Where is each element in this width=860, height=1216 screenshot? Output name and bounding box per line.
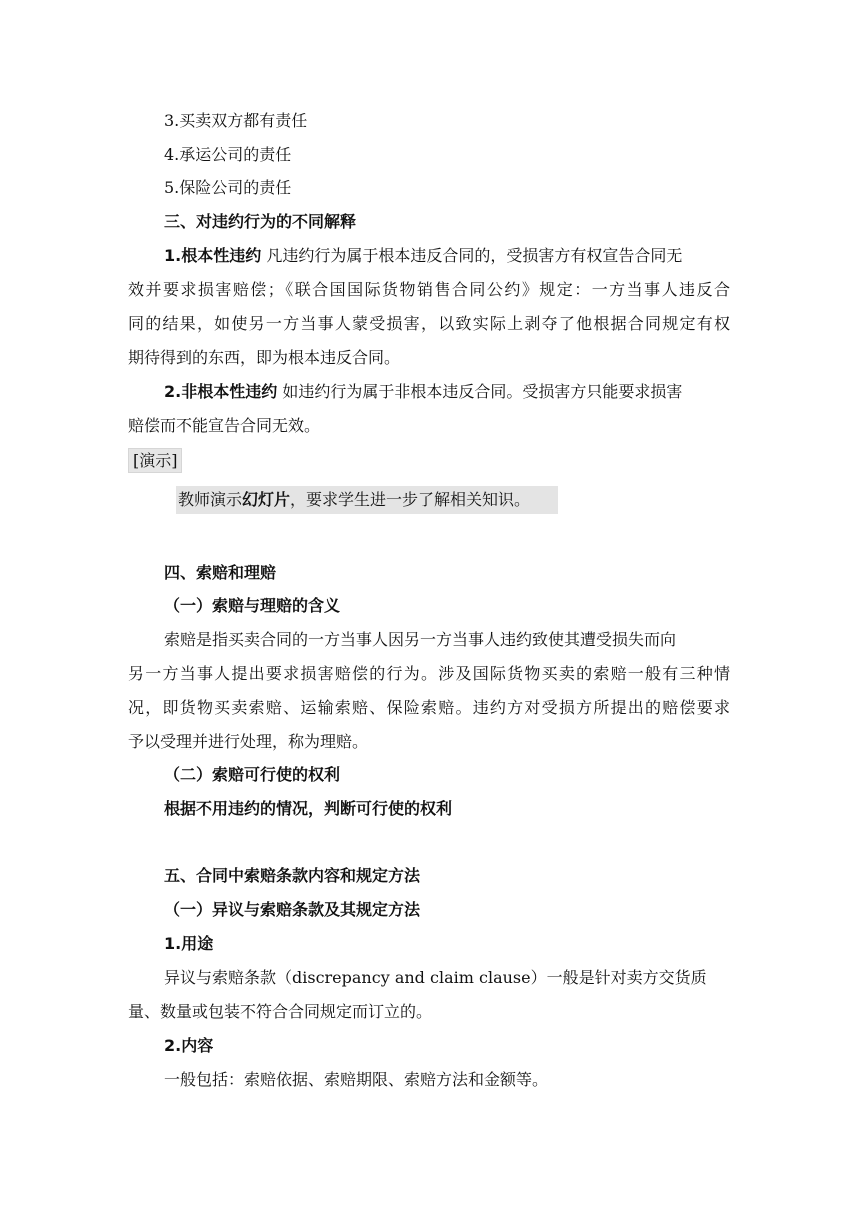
paragraph-text: 如违约行为属于非根本违反合同。受损害方只能要求损害	[282, 382, 683, 401]
bold-statement: 根据不用违约的情况，判断可行使的权利	[164, 799, 453, 818]
demo-box	[176, 486, 558, 514]
list-item: 5.保险公司的责任	[164, 178, 292, 197]
item-heading: 1.用途	[164, 934, 214, 953]
demo-emphasis: 幻灯片	[242, 490, 291, 509]
item-heading: 2.内容	[164, 1036, 214, 1055]
paragraph-line: 期待得到的东西，即为根本违反合同。	[128, 348, 401, 367]
paragraph-line	[164, 380, 682, 404]
section-heading: 四、索赔和理赔	[164, 563, 277, 582]
term-label: 1.根本性违约	[164, 246, 262, 265]
paragraph-line: 一般包括：索赔依据、索赔期限、索赔方法和金额等。	[164, 1070, 549, 1089]
paragraph-line: 况，即货物买卖索赔、运输索赔、保险索赔。违约方对受损方所提出的赔偿要求	[128, 698, 730, 717]
subsection-heading: （一）索赔与理赔的含义	[164, 596, 341, 615]
list-item: 4.承运公司的责任	[164, 145, 292, 164]
demo-text: 教师演示	[178, 490, 243, 509]
paragraph-line: 量、数量或包装不符合合同规定而订立的。	[128, 1002, 433, 1021]
paragraph-line: 赔偿而不能宣告合同无效。	[128, 416, 321, 435]
paragraph-line: 予以受理并进行处理，称为理赔。	[128, 732, 369, 751]
paragraph-line: 异议与索赔条款（discrepancy and claim clause）一般是针对卖方交货质	[164, 968, 707, 987]
demo-tag: [演示]	[128, 448, 182, 473]
term-label: 2.非根本性违约	[164, 382, 278, 401]
paragraph-text: 凡违约行为属于根本违反合同的，受损害方有权宣告合同无	[266, 246, 683, 265]
paragraph-line	[164, 244, 682, 268]
paragraph-line: 效并要求损害赔偿；《联合国国际货物销售合同公约》规定：一方当事人违反合	[128, 280, 730, 299]
paragraph-line: 索赔是指买卖合同的一方当事人因另一方当事人违约致使其遭受损失而向	[164, 630, 677, 649]
subsection-heading: （一）异议与索赔条款及其规定方法	[164, 900, 421, 919]
demo-text: ，要求学生进一步了解相关知识。	[290, 490, 531, 509]
paragraph-line: 同的结果，如使另一方当事人蒙受损害，以致实际上剥夺了他根据合同规定有权	[128, 314, 730, 333]
section-heading: 五、合同中索赔条款内容和规定方法	[164, 866, 421, 885]
section-heading: 三、对违约行为的不同解释	[164, 212, 357, 231]
paragraph-line: 另一方当事人提出要求损害赔偿的行为。涉及国际货物买卖的索赔一般有三种情	[128, 664, 730, 683]
subsection-heading: （二）索赔可行使的权利	[164, 765, 341, 784]
list-item: 3.买卖双方都有责任	[164, 111, 308, 130]
